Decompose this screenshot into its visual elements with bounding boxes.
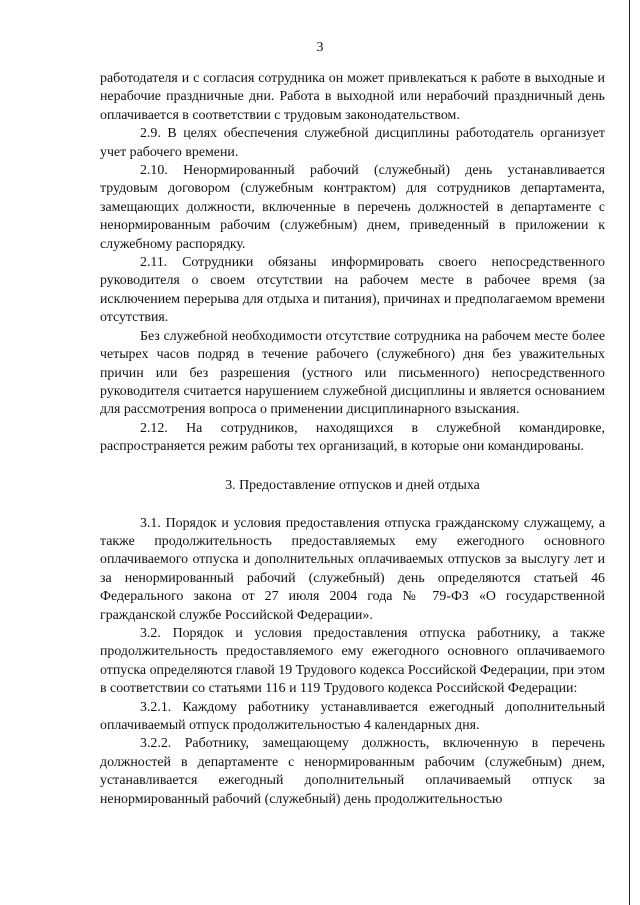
paragraph-3-1: 3.1. Порядок и условия предоставления отпуска гражданскому служащему, а также продолжительность предоставляемых ему ежегодного основного оплачиваемого отпуска и дополнительных оплачиваемых отпусков за выслугу лет и за ненормированный рабочий (служебный) день определяются статьей 46 Федерального закона от 27 июля 2004 года № 79-ФЗ «О государственной гражданской службе Российской Федерации». (100, 515, 605, 623)
page-edge-line (629, 0, 630, 905)
paragraph-3-2: 3.2. Порядок и условия предоставления отпуска работнику, а также продолжительность предоставляемого ему ежегодного основного оплачиваемого отпуска определяются главой 19 Трудового кодекса Российской Федерации, при этом в соответствии со статьями 116 и 119 Трудового кодекса Российской Федерации: (100, 625, 605, 697)
paragraph-2-11: 2.11. Сотрудники обязаны информировать своего непосредственного руководителя о своем отсутствии на рабочем месте в рабочее время (за исключением перерыва для отдыха и питания), причинах и предполагаемом времени отсутствия. (100, 255, 605, 326)
document-body (100, 70, 605, 809)
section-heading-3: 3. Предоставление отпусков и дней отдыха (225, 477, 480, 493)
paragraph-continuation: работодателя и с согласия сотрудника он может привлекаться к работе в выходные и нерабочие праздничные дни. Работа в выходной или нерабочий праздничный день оплачивается в соответствии с трудовым законодательством. (100, 71, 605, 123)
paragraph-2-12: 2.12. На сотрудников, находящихся в служебной командировке, распространяется режим работы тех организаций, в которые они командированы. (100, 420, 605, 455)
paragraph-2-9: 2.9. В целях обеспечения служебной дисциплины работодатель организует учет рабочего времени. (100, 126, 605, 160)
paragraph-3-2-2: 3.2.2. Работнику, замещающему должность, включенную в перечень должностей в департаменте с ненормированным рабочим (служебным) днем, устанавливается ежегодный дополнительный оплачиваемый отпуск за ненормированный рабочий (служебный) день продолжительностью (100, 736, 605, 807)
paragraph-absence: Без служебной необходимости отсутствие сотрудника на рабочем месте более четырех часов подряд в течение рабочего (служебного) дня без уважительных причин или без разрешения (устного или письменного) непосредственного руководителя считается нарушением служебной дисциплины и является основанием для рассмотрения вопроса о применении дисциплинарного взыскания. (100, 328, 605, 418)
page-number: 3 (316, 40, 324, 55)
paragraph-3-2-1: 3.2.1. Каждому работнику устанавливается ежегодный дополнительный оплачиваемый отпуск продолжительностью 4 календарных дня. (100, 699, 605, 733)
paragraph-2-10: 2.10. Ненормированный рабочий (служебный) день устанавливается трудовым договором (служебным контрактом) для сотрудников департамента, замещающих должности, включенные в перечень должностей в департаменте с ненормированным рабочим (служебным) днем, приведенный в приложении к служебному распорядку. (100, 163, 605, 252)
